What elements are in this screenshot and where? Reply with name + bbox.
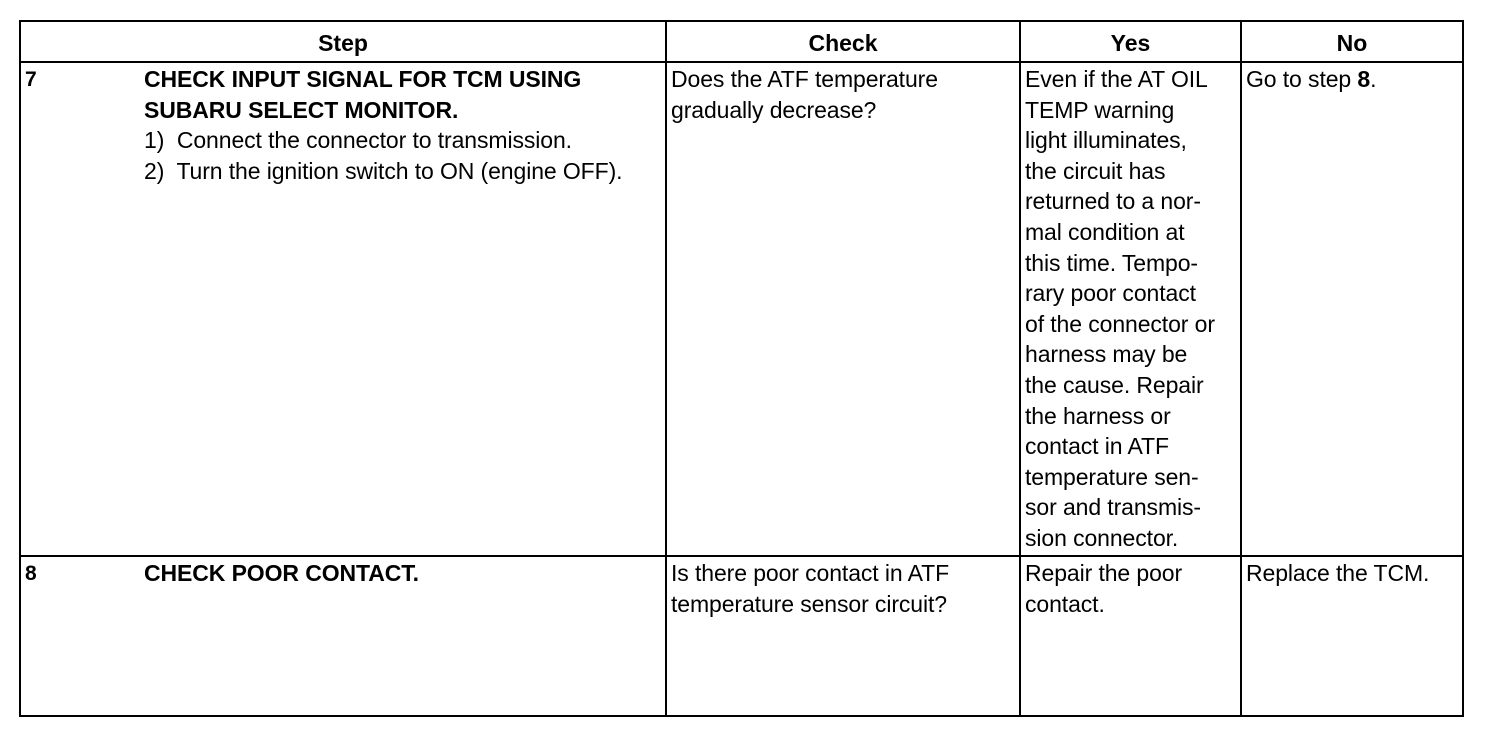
yes-text [1021, 63, 1240, 554]
header-check: Check [666, 21, 1020, 62]
substep-number: 2) [144, 157, 165, 184]
no-prefix: Go to step [1246, 66, 1358, 92]
yes-line: sion connector. [1025, 524, 1179, 551]
check-cell [666, 62, 1020, 556]
step-title-line-1: CHECK POOR CONTACT. [144, 560, 419, 586]
header-yes: Yes [1020, 21, 1241, 62]
step-body [144, 557, 665, 589]
yes-cell [1020, 556, 1241, 716]
yes-line: light illuminates, [1025, 127, 1187, 154]
yes-line: the circuit has [1025, 157, 1166, 184]
yes-line: of the connector or [1025, 310, 1215, 337]
substep-text: Turn the ignition switch to ON (engine OFF). [176, 157, 623, 184]
step-body [144, 63, 665, 186]
yes-line: TEMP warning [1025, 96, 1175, 123]
step-number: 8 [25, 562, 37, 585]
step-title-line-2: SUBARU SELECT MONITOR. [144, 96, 459, 123]
yes-line: this time. Tempo- [1025, 249, 1198, 276]
goto-step-number: 8 [1357, 66, 1371, 92]
yes-line: contact in ATF [1025, 433, 1169, 460]
yes-line: rary poor contact [1025, 280, 1196, 307]
yes-line: mal condition at [1025, 218, 1185, 245]
yes-line: temperature sen- [1025, 463, 1199, 490]
step-cell [20, 62, 666, 556]
table-header-row [20, 21, 1463, 62]
header-step: Step [20, 21, 666, 62]
check-text: Is there poor contact in ATF temperature sensor circuit? [671, 560, 950, 617]
yes-line: sor and transmis- [1025, 494, 1201, 521]
no-cell [1241, 556, 1463, 716]
yes-cell [1020, 62, 1241, 556]
check-text: Does the ATF temperature gradually decrease? [671, 66, 938, 123]
no-suffix: . [1370, 66, 1377, 92]
table-row-step-7 [20, 62, 1463, 556]
no-text: Replace the TCM. [1246, 560, 1430, 586]
step-cell [20, 556, 666, 716]
substep-text: Connect the connector to transmission. [176, 127, 572, 154]
no-text [1242, 63, 1462, 95]
substep-item [144, 125, 657, 156]
substep-number: 1) [144, 127, 165, 154]
step-title-line-1: CHECK INPUT SIGNAL FOR TCM USING [144, 66, 582, 92]
no-cell [1241, 62, 1463, 556]
yes-line: the cause. Repair [1025, 371, 1204, 398]
yes-line: returned to a nor- [1025, 188, 1201, 215]
yes-line: Even if the AT OIL [1025, 66, 1208, 92]
substep-item [144, 156, 657, 187]
yes-text: Repair the poor contact. [1025, 560, 1183, 617]
check-cell [666, 556, 1020, 716]
step-number: 7 [25, 68, 37, 91]
yes-line: harness may be [1025, 341, 1188, 368]
diagnostic-table [19, 20, 1464, 717]
table-row-step-8 [20, 556, 1463, 716]
yes-line: the harness or [1025, 402, 1171, 429]
header-no: No [1241, 21, 1463, 62]
